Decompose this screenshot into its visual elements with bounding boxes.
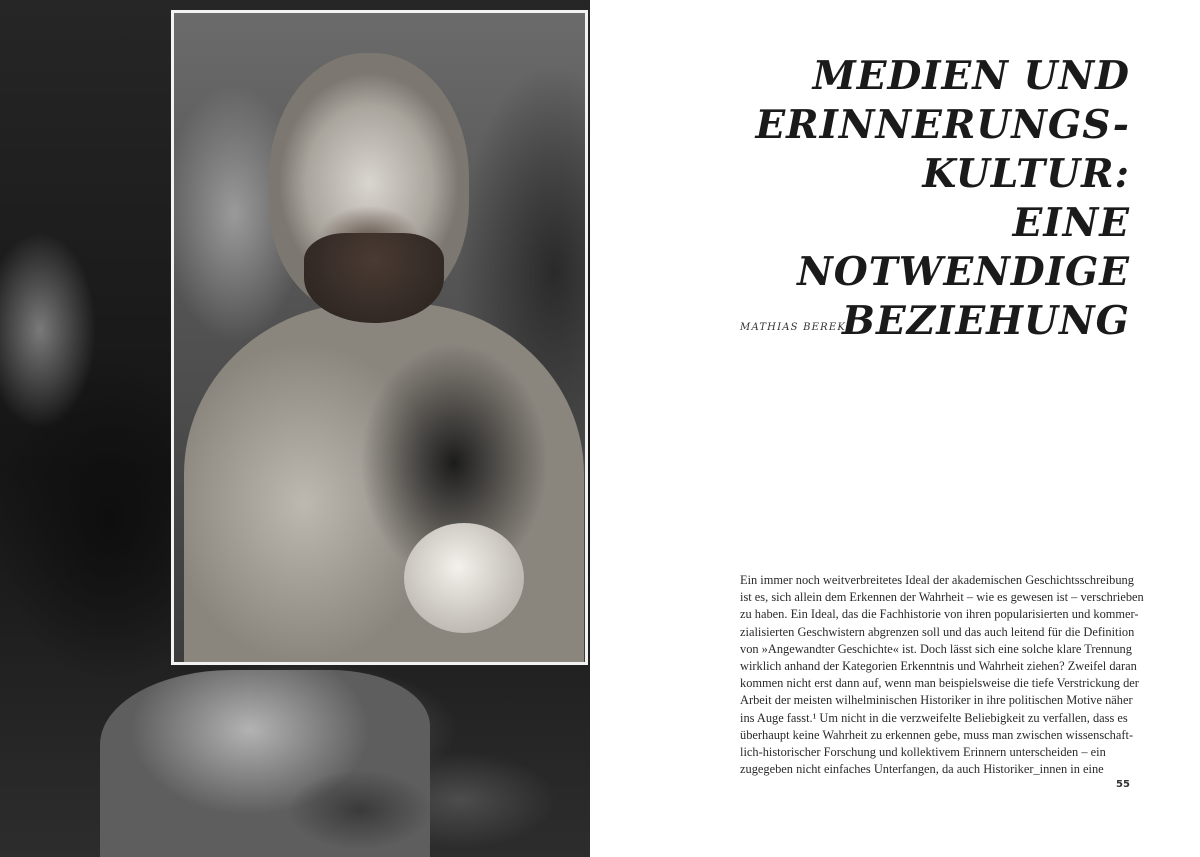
body-line: lich-historischer Forschung und kollektivem Erinnern unterscheiden – ein: [740, 745, 1106, 760]
title-line: KULTUR:: [922, 151, 1130, 197]
text-page: [590, 0, 1200, 857]
body-line: Arbeit der meisten wilhelminischen Historiker in ihre politischen Motive näher: [740, 693, 1133, 708]
framed-portrait-photo: [171, 10, 588, 665]
body-line: wirklich anhand der Kategorien Erkenntnis und Wahrheit ziehen? Zweifel daran: [740, 659, 1137, 674]
portrait-figure-body: [184, 303, 584, 665]
article-title: [670, 52, 1130, 346]
body-line: von »Angewandter Geschichte« ist. Doch lässt sich eine solche klare Trennung: [740, 641, 1132, 656]
page-number: 55: [1116, 779, 1130, 790]
body-line: ist es, sich allein dem Erkennen der Wahrheit – wie es gewesen ist – verschrieben: [740, 590, 1144, 605]
body-line: überhaupt keine Wahrheit zu erkennen gebe, muss man zwischen wissenschaft-: [740, 727, 1134, 742]
photo-page: [0, 0, 590, 857]
title-line: EINE NOTWENDIGE: [797, 200, 1130, 295]
body-line: Ein immer noch weitverbreitetes Ideal der akademischen Geschichtsschreibung: [740, 573, 1134, 587]
body-line: ins Auge fasst.¹ Um nicht in die verzweifelte Beliebigkeit zu verfallen, dass es: [740, 710, 1128, 725]
body-line: zugegeben nicht einfaches Unterfangen, da auch Historiker_innen in eine: [740, 762, 1104, 777]
portrait-figure-hand: [404, 523, 524, 633]
author-name: MATHIAS BEREK: [740, 322, 847, 333]
lower-figure-photo: [100, 670, 430, 857]
article-body: [740, 572, 1144, 778]
title-line: MEDIEN UND: [812, 53, 1130, 99]
title-line: BEZIEHUNG: [842, 298, 1130, 344]
body-line: zu haben. Ein Ideal, das die Fachhistorie von ihren popularisierten und kommer-: [740, 607, 1139, 622]
title-line: ERINNERUNGS-: [755, 102, 1130, 148]
body-line: kommen nicht erst dann auf, wenn man beispielsweise die tiefe Verstrickung der: [740, 676, 1139, 691]
portrait-figure-beard: [304, 233, 444, 323]
body-line: zialisierten Geschwistern abgrenzen soll und das auch leitend für die Definition: [740, 624, 1135, 639]
